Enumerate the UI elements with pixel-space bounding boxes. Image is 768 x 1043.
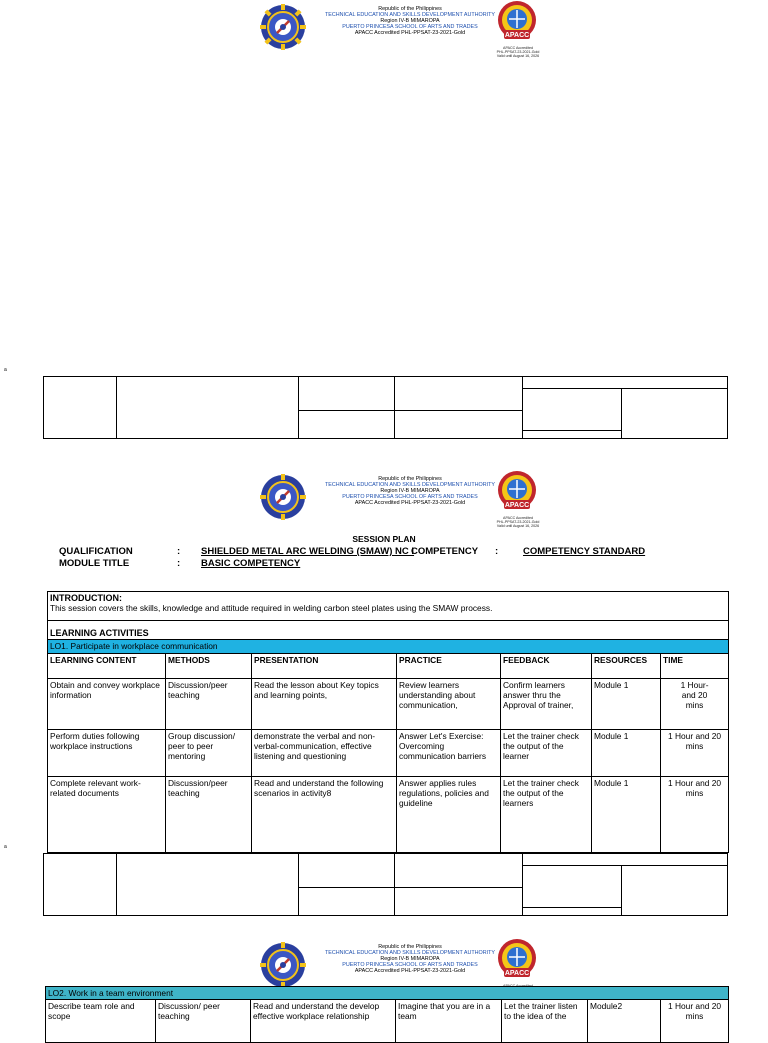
colon: :	[177, 558, 181, 569]
col-header-practice: PRACTICE	[397, 654, 501, 679]
col-header-presentation: PRESENTATION	[252, 654, 397, 679]
col-header-resources: RESOURCES	[592, 654, 661, 679]
table-row	[48, 679, 729, 730]
cell-presentation: Read the lesson about Key topics and learning points,	[252, 679, 397, 730]
apacc-seal-logo-icon	[497, 470, 537, 516]
learning-activities-table	[47, 591, 729, 853]
learning-activities-row	[48, 621, 729, 640]
cell-time: 1 Hour and 20 mins	[661, 777, 729, 853]
cell-content: Describe team role and scope	[46, 1000, 156, 1043]
page-marker: a	[4, 844, 7, 850]
lo2-row	[46, 987, 729, 1000]
cell-resources: Module 1	[592, 777, 661, 853]
cell-feedback: Let the trainer listen to the idea of the	[502, 1000, 588, 1043]
module-title-value: BASIC COMPETENCY	[201, 558, 301, 569]
lo2-table	[45, 986, 729, 1043]
cell-feedback: Let the trainer check the output of the learners	[501, 777, 592, 853]
cell-time: 1 Hour and 20 mins	[661, 730, 729, 777]
page-header-1	[0, 0, 768, 64]
apacc-caption: APACC Accredited PHL-PPSAT-23-2021-Gold Valid until August 16, 2026	[496, 46, 540, 58]
cell-practice: Review learners understanding about communication,	[397, 679, 501, 730]
lo1-title: Participate in workplace communication	[68, 641, 218, 651]
introduction-heading: INTRODUCTION:	[50, 593, 122, 603]
cell-practice: Answer applies rules regulations, policies and guideline	[397, 777, 501, 853]
table-header-row	[48, 654, 729, 679]
header-text: Republic of the Philippines TECHNICAL EDUCATION AND SKILLS DEVELOPMENT AUTHORITY Region IV-B MIMAROPA PUERTO PRINCESA SCHOOL OF ARTS AND TRADES APACC Accredited PHL-PPSAT-23-2021-Gold	[324, 476, 496, 507]
table-row	[48, 777, 729, 853]
introduction-text: This session covers the skills, knowledge and attitude required in welding carbon steel plates using the SMAW process.	[50, 603, 493, 613]
cell-feedback: Let the trainer check the output of the learner	[501, 730, 592, 777]
page-marker: a	[4, 367, 7, 373]
apacc-seal-logo-icon	[497, 0, 537, 46]
header-text: Republic of the Philippines TECHNICAL EDUCATION AND SKILLS DEVELOPMENT AUTHORITY Region IV-B MIMAROPA PUERTO PRINCESA SCHOOL OF ARTS AND TRADES APACC Accredited PHL-PPSAT-23-2021-Gold	[324, 944, 496, 975]
col-header-methods: METHODS	[166, 654, 252, 679]
competency-value: COMPETENCY STANDARD	[523, 546, 646, 557]
colon: :	[495, 546, 499, 557]
cell-time: 1 Hour and 20 mins	[661, 1000, 729, 1043]
col-header-time: TIME	[661, 654, 729, 679]
colon: :	[177, 546, 181, 557]
cell-resources: Module 1	[592, 730, 661, 777]
apacc-seal-logo-icon	[497, 938, 537, 984]
header-text: Republic of the Philippines TECHNICAL EDUCATION AND SKILLS DEVELOPMENT AUTHORITY Region IV-B MIMAROPA PUERTO PRINCESA SCHOOL OF ARTS AND TRADES APACC Accredited PHL-PPSAT-23-2021-Gold	[324, 6, 496, 37]
cell-practice: Imagine that you are in a team	[396, 1000, 502, 1043]
col-header-learning-content: LEARNING CONTENT	[48, 654, 166, 679]
table-row	[46, 1000, 729, 1043]
lo1-code: LO1.	[50, 641, 69, 651]
svg-text:APACC: APACC	[504, 502, 530, 509]
cell-resources: Module 1	[592, 679, 661, 730]
cell-presentation: demonstrate the verbal and non-verbal-communication, effective listening and questioning	[252, 730, 397, 777]
lo2-title: Work in a team environment	[66, 988, 174, 998]
table-row	[48, 730, 729, 777]
module-title-label: MODULE TITLE	[59, 558, 130, 569]
cell-content: Obtain and convey workplace information	[48, 679, 166, 730]
competency-label: COMPETENCY	[411, 546, 479, 557]
cell-time: 1 Hour- and 20 mins	[661, 679, 729, 730]
lo2-code: LO2.	[48, 988, 67, 998]
svg-text:APACC: APACC	[504, 32, 530, 39]
cell-methods: Discussion/ peer teaching	[156, 1000, 251, 1043]
lo1-row	[48, 640, 729, 654]
svg-text:APACC: APACC	[504, 970, 530, 977]
signature-grid-2	[43, 853, 728, 916]
col-header-feedback: FEEDBACK	[501, 654, 592, 679]
cell-content: Complete relevant work-related documents	[48, 777, 166, 853]
cell-presentation: Read and understand the develop effective workplace relationship	[251, 1000, 396, 1043]
signature-grid-1	[43, 376, 728, 439]
cell-methods: Discussion/peer teaching	[166, 679, 252, 730]
cell-methods: Group discussion/ peer to peer mentoring	[166, 730, 252, 777]
cell-content: Perform duties following workplace instructions	[48, 730, 166, 777]
cell-feedback: Confirm learners answer thru the Approval of trainer,	[501, 679, 592, 730]
qualification-label: QUALIFICATION	[59, 546, 133, 557]
cell-methods: Discussion/peer teaching	[166, 777, 252, 853]
cell-resources: Module2	[588, 1000, 661, 1043]
introduction-row	[48, 592, 729, 621]
session-plan-title: SESSION PLAN	[352, 534, 416, 544]
qualification-value: SHIELDED METAL ARC WELDING (SMAW) NC I	[201, 546, 415, 557]
page-header-2	[0, 470, 768, 534]
cell-practice: Answer Let's Exercise: Overcoming communication barriers	[397, 730, 501, 777]
apacc-caption: APACC Accredited PHL-PPSAT-23-2021-Gold Valid until August 16, 2026	[496, 516, 540, 528]
learning-activities-heading: LEARNING ACTIVITIES	[48, 621, 729, 640]
cell-presentation: Read and understand the following scenarios in activity8	[252, 777, 397, 853]
